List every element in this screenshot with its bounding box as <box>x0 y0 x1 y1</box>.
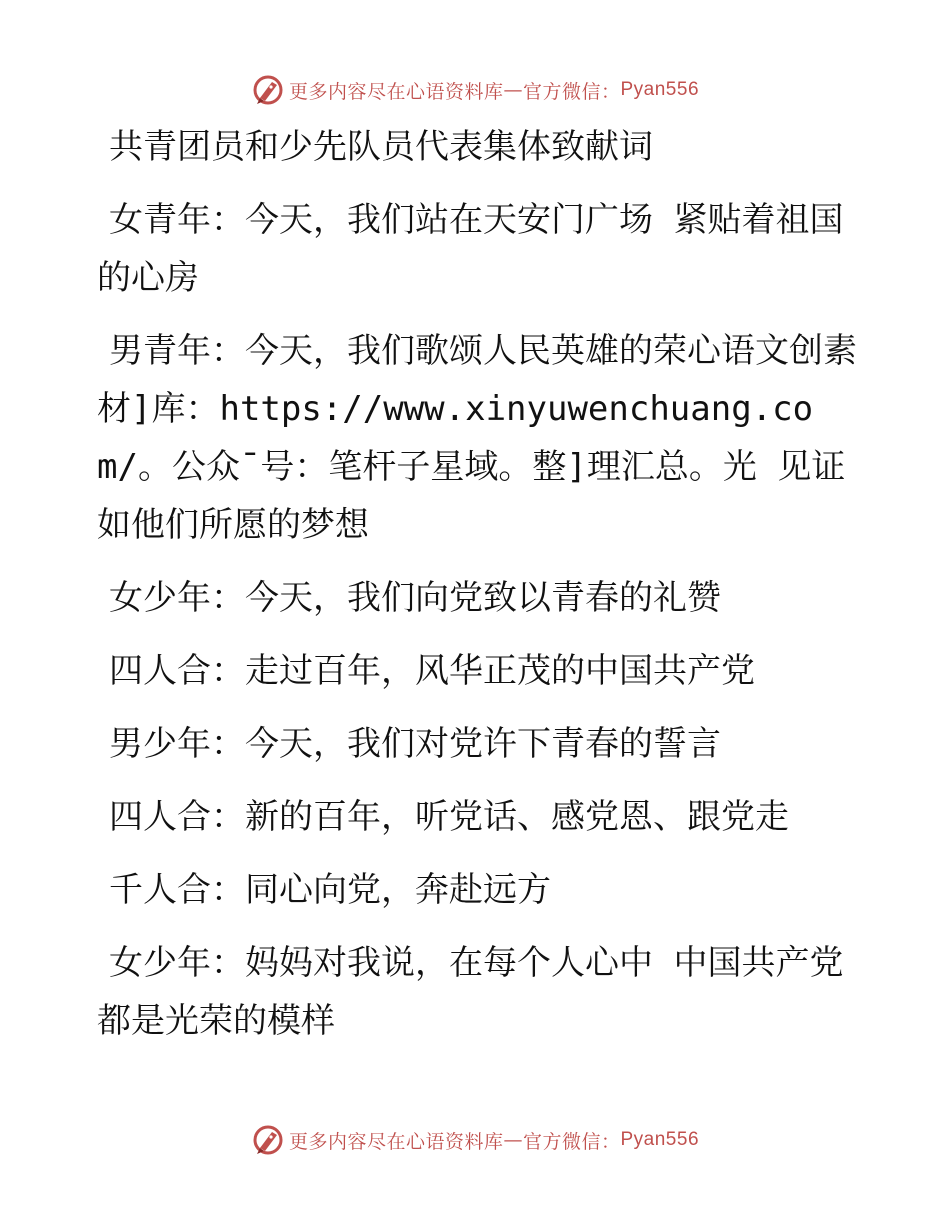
document-title: 共青团员和少先队员代表集体致献词 <box>109 127 653 167</box>
document-body <box>97 118 857 1065</box>
header-banner <box>0 70 950 110</box>
banner-wechat-id: Pyan556 <box>620 1129 700 1150</box>
paragraph: 四人合：走过百年，风华正茂的中国共产党 <box>109 651 755 691</box>
paragraph: 女青年：今天，我们站在天安门广场 紧贴着祖国的心房 <box>97 200 844 298</box>
banner-dash: — <box>503 79 523 101</box>
pen-nib-logo-icon <box>251 73 285 107</box>
banner-site-name: 更多内容尽在心语资料库 <box>288 1130 504 1153</box>
paragraph: 千人合：同心向党，奔赴远方 <box>109 870 551 910</box>
paragraph: 女少年：妈妈对我说，在每个人心中 中国共产党都是光荣的模样 <box>97 943 844 1041</box>
banner-dash: — <box>503 1129 523 1151</box>
paragraph: 四人合：新的百年，听党话、感党恩、跟党走 <box>109 797 789 837</box>
paragraph: 女少年：今天，我们向党致以青春的礼赞 <box>109 578 721 618</box>
banner-site-name: 更多内容尽在心语资料库 <box>288 80 504 103</box>
footer-banner <box>0 1120 950 1160</box>
banner-wechat-label: 官方微信： <box>522 1130 621 1153</box>
banner-wechat-id: Pyan556 <box>620 79 700 100</box>
paragraph: 男少年：今天，我们对党许下青春的誓言 <box>109 724 721 764</box>
banner-wechat-label: 官方微信： <box>522 80 621 103</box>
pen-nib-logo-icon <box>251 1123 285 1157</box>
paragraph: 男青年：今天，我们歌颂人民英雄的荣心语文创素材]库：https://www.xinyuwenchuang.com/。公众¯号：笔杆子星域。整]理汇总。光 见证如他们所愿的梦想 <box>97 331 857 545</box>
